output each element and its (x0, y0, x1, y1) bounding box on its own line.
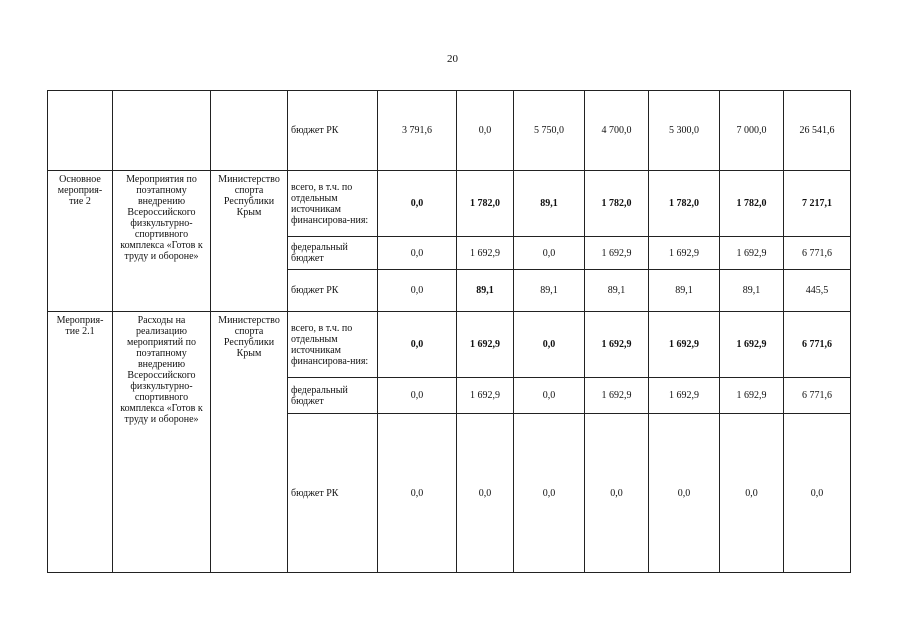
total-cell: 26 541,6 (784, 91, 851, 171)
value-cell: 0,0 (457, 414, 514, 573)
value-cell: 0,0 (378, 378, 457, 414)
total-cell: 0,0 (784, 414, 851, 573)
value-cell: 1 782,0 (585, 171, 649, 237)
value-cell: 89,1 (720, 270, 784, 312)
value-cell: 3 791,6 (378, 91, 457, 171)
value-cell: 89,1 (514, 171, 585, 237)
table-row (48, 91, 851, 171)
budget-table (47, 90, 851, 573)
value-cell: 1 692,9 (649, 237, 720, 270)
value-cell: 1 692,9 (457, 312, 514, 378)
value-cell: 0,0 (378, 270, 457, 312)
value-cell: 1 692,9 (457, 237, 514, 270)
value-cell: 89,1 (585, 270, 649, 312)
value-cell: 0,0 (514, 237, 585, 270)
measure-name-cell-empty (48, 91, 113, 171)
value-cell: 0,0 (585, 414, 649, 573)
total-cell: 7 217,1 (784, 171, 851, 237)
executor: Министерство спорта Республики Крым (211, 171, 288, 312)
funding-source: федеральный бюджет (288, 378, 378, 414)
value-cell: 1 692,9 (720, 237, 784, 270)
value-cell: 0,0 (378, 414, 457, 573)
value-cell: 1 692,9 (585, 237, 649, 270)
value-cell: 1 782,0 (649, 171, 720, 237)
value-cell: 0,0 (514, 312, 585, 378)
value-cell: 1 782,0 (720, 171, 784, 237)
value-cell: 0,0 (720, 414, 784, 573)
total-cell: 445,5 (784, 270, 851, 312)
measure-description-cell-empty (113, 91, 211, 171)
value-cell: 0,0 (514, 378, 585, 414)
funding-source: бюджет РК (288, 270, 378, 312)
executor: Министерство спорта Республики Крым (211, 312, 288, 573)
value-cell: 0,0 (514, 414, 585, 573)
value-cell: 5 300,0 (649, 91, 720, 171)
value-cell: 0,0 (649, 414, 720, 573)
value-cell: 1 692,9 (649, 312, 720, 378)
funding-source: всего, в т.ч. по отдельным источникам финансирова-ния: (288, 171, 378, 237)
value-cell: 4 700,0 (585, 91, 649, 171)
value-cell: 89,1 (514, 270, 585, 312)
value-cell: 89,1 (649, 270, 720, 312)
value-cell: 1 692,9 (585, 378, 649, 414)
total-cell: 6 771,6 (784, 237, 851, 270)
measure-description: Мероприятия по поэтапному внедрению Всероссийского физкультурно-спортивного комплекса «Готов к труду и обороне» (113, 171, 211, 312)
value-cell: 1 692,9 (720, 312, 784, 378)
value-cell: 1 692,9 (457, 378, 514, 414)
value-cell: 1 692,9 (649, 378, 720, 414)
funding-source: всего, в т.ч. по отдельным источникам финансирова-ния: (288, 312, 378, 378)
value-cell: 0,0 (457, 91, 514, 171)
funding-source: федеральный бюджет (288, 237, 378, 270)
value-cell: 0,0 (378, 171, 457, 237)
table-row (48, 312, 851, 378)
page-number: 20 (447, 53, 458, 65)
value-cell: 1 782,0 (457, 171, 514, 237)
value-cell: 0,0 (378, 237, 457, 270)
measure-description: Расходы на реализацию мероприятий по поэтапному внедрению Всероссийского физкультурно-спортивного комплекса «Готов к труду и обороне» (113, 312, 211, 573)
value-cell: 1 692,9 (720, 378, 784, 414)
value-cell: 7 000,0 (720, 91, 784, 171)
value-cell: 5 750,0 (514, 91, 585, 171)
funding-source: бюджет РК (288, 414, 378, 573)
measure-name: Мероприя-тие 2.1 (48, 312, 113, 573)
funding-source: бюджет РК (288, 91, 378, 171)
total-cell: 6 771,6 (784, 312, 851, 378)
value-cell: 89,1 (457, 270, 514, 312)
table-row (48, 171, 851, 237)
executor-cell-empty (211, 91, 288, 171)
measure-name: Основное мероприя-тие 2 (48, 171, 113, 312)
value-cell: 1 692,9 (585, 312, 649, 378)
total-cell: 6 771,6 (784, 378, 851, 414)
value-cell: 0,0 (378, 312, 457, 378)
